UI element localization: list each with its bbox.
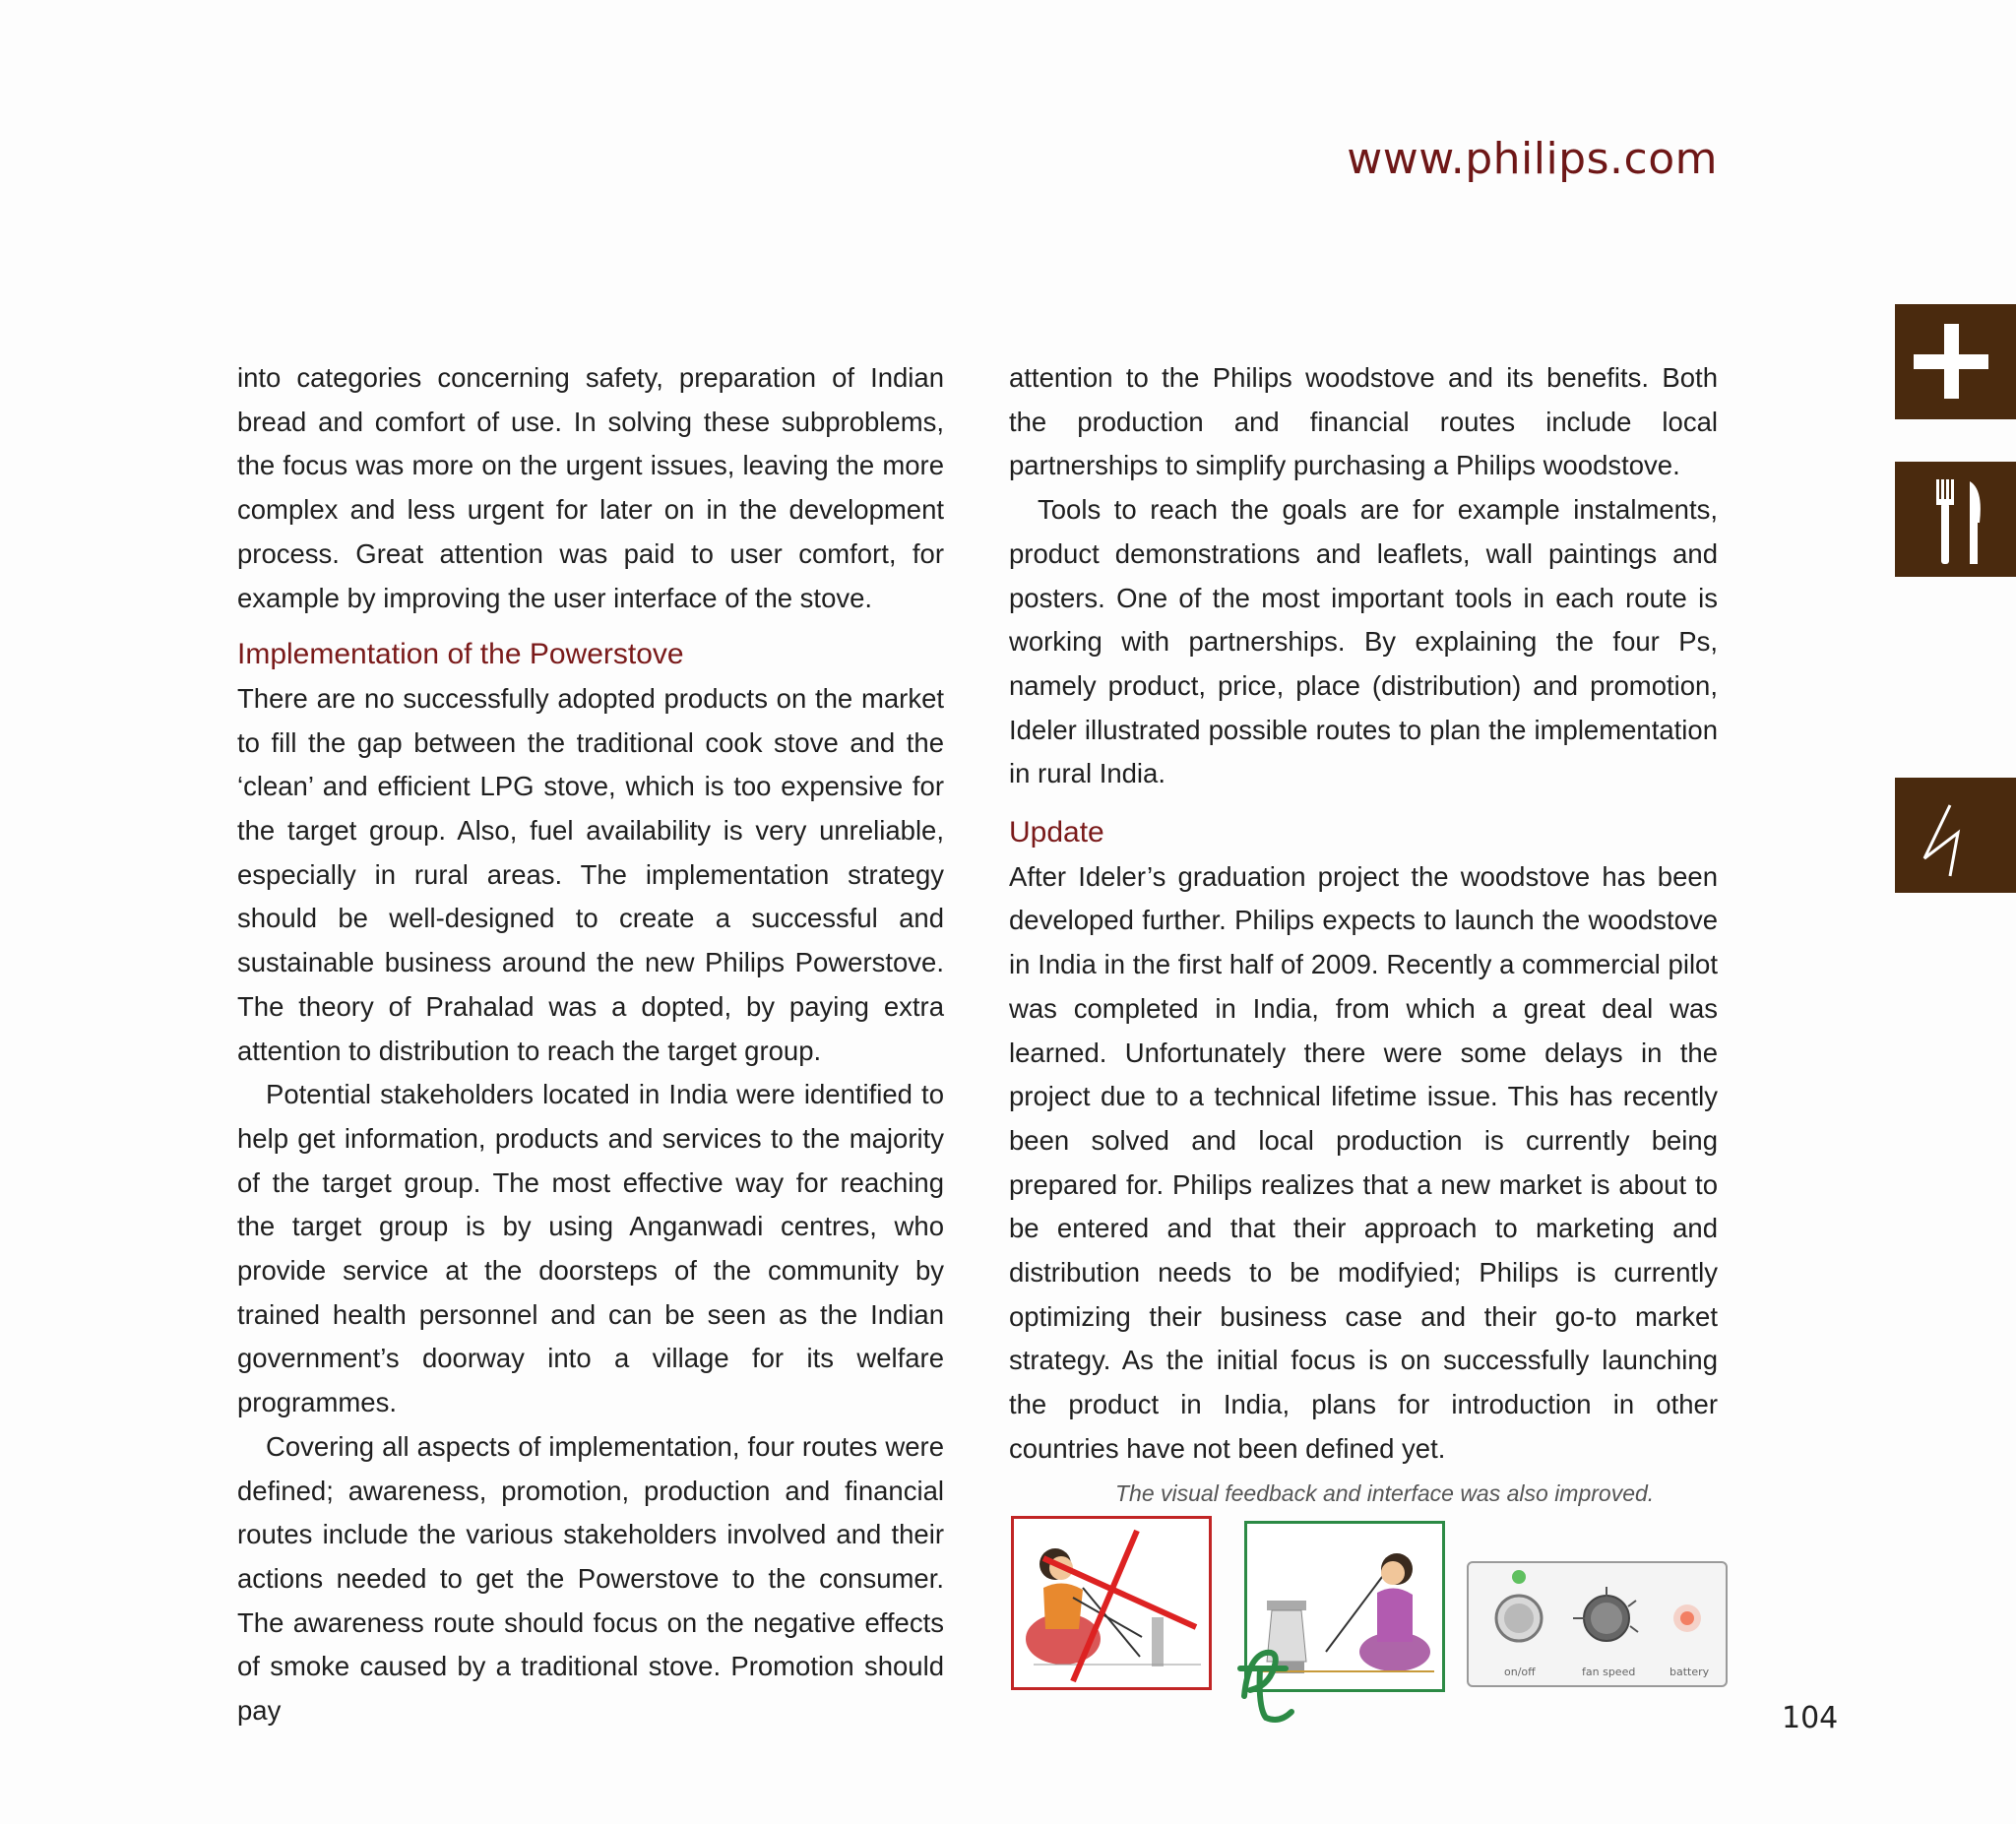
side-tab-food[interactable] — [1895, 462, 2016, 577]
panel-label-on-off: on/off — [1504, 1666, 1536, 1678]
side-tab-plus[interactable] — [1895, 304, 2016, 419]
section-heading-update: Update — [1009, 816, 1104, 849]
right-paragraph-1: attention to the Philips woodstove and its benefits. Both the production and financial routes include local partnerships to simplify purchasing a Philips woodstove. — [1009, 362, 1718, 481]
side-tab-energy[interactable] — [1895, 778, 2016, 893]
panel-label-fan-speed: fan speed — [1582, 1666, 1636, 1678]
page-number: 104 — [1782, 1701, 1839, 1735]
left-paragraph-4: Covering all aspects of implementation, four routes were defined; awareness, promotion, production and financial routes include the various stakeholders involved and their actions needed to get the Powerstove to the consumer. The awareness route should focus on the negative effects of smoke caused by a traditional stove. Promotion should pay — [237, 1430, 944, 1727]
right-paragraph-3: After Ideler’s graduation project the woodstove has been developed further. Philips expects to launch the woodstove in India in the first half of 2009. Recently a commercial pilot was completed in India, from which a great deal was learned. Unfortunately there were some delays in the project due to a technical lifetime issue. This has recently been solved and local production is currently being prepared for. Philips realizes that a new market is about to be entered and that their approach to marketing and distribution needs to be modifyied; Philips is currently optimizing their business case and their go-to market strategy. As the initial focus is on successfully launching the product in India, plans for introduction in other countries have not been defined yet. — [1009, 860, 1718, 1464]
left-paragraph-2: There are no successfully adopted products on the market to fill the gap between the traditional cook stove and the ‘clean’ and efficient LPG stove, which is too expensive for the target group. Also, fuel availability is very unreliable, especially in rural areas. The implementation strategy should be well-designed to create a successful and sustainable business around the new Philips Powerstove. The theory of Prahalad was a dopted, by paying extra attention to distribution to reach the target group. — [237, 682, 944, 1066]
header-url: www.philips.com — [1347, 134, 1718, 184]
lightning-icon — [1895, 778, 2016, 893]
right-column — [1009, 356, 1718, 1472]
wrong-posture-illustration — [1011, 1516, 1212, 1690]
section-heading-implementation: Implementation of the Powerstove — [237, 638, 684, 671]
plus-icon — [1895, 304, 2016, 419]
fork-knife-icon — [1895, 462, 2016, 577]
right-paragraph-2: Tools to reach the goals are for example instalments, product demonstrations and leaflets, wall paintings and posters. One of the most important tools in each route is working with partnerships. By explaining the four Ps, namely product, price, place (distribution) and promotion, Ideler illustrated possible routes to plan the implementation in rural India. — [1009, 494, 1718, 789]
check-mark-icon — [1230, 1639, 1299, 1728]
control-panel-illustration — [1467, 1561, 1728, 1687]
left-paragraph-3: Potential stakeholders located in India were identified to help get information, products and services to the majority of the target group. The most effective way for reaching the target group is by using Anganwadi centres, who provide service at the doorsteps of the community by trained health personnel and can be seen as the Indian government’s doorway into a village for its welfare programmes. — [237, 1079, 944, 1418]
left-paragraph-1: into categories concerning safety, preparation of Indian bread and comfort of use. In solving these subproblems, the focus was more on the urgent issues, leaving the more complex and less urgent for later on in the development process. Great attention was paid to user comfort, for example by improving the user interface of the stove. — [237, 362, 944, 613]
left-column — [237, 356, 944, 1733]
panel-label-battery: battery — [1670, 1666, 1710, 1678]
figure-caption: The visual feedback and interface was also improved. — [1115, 1480, 1655, 1506]
